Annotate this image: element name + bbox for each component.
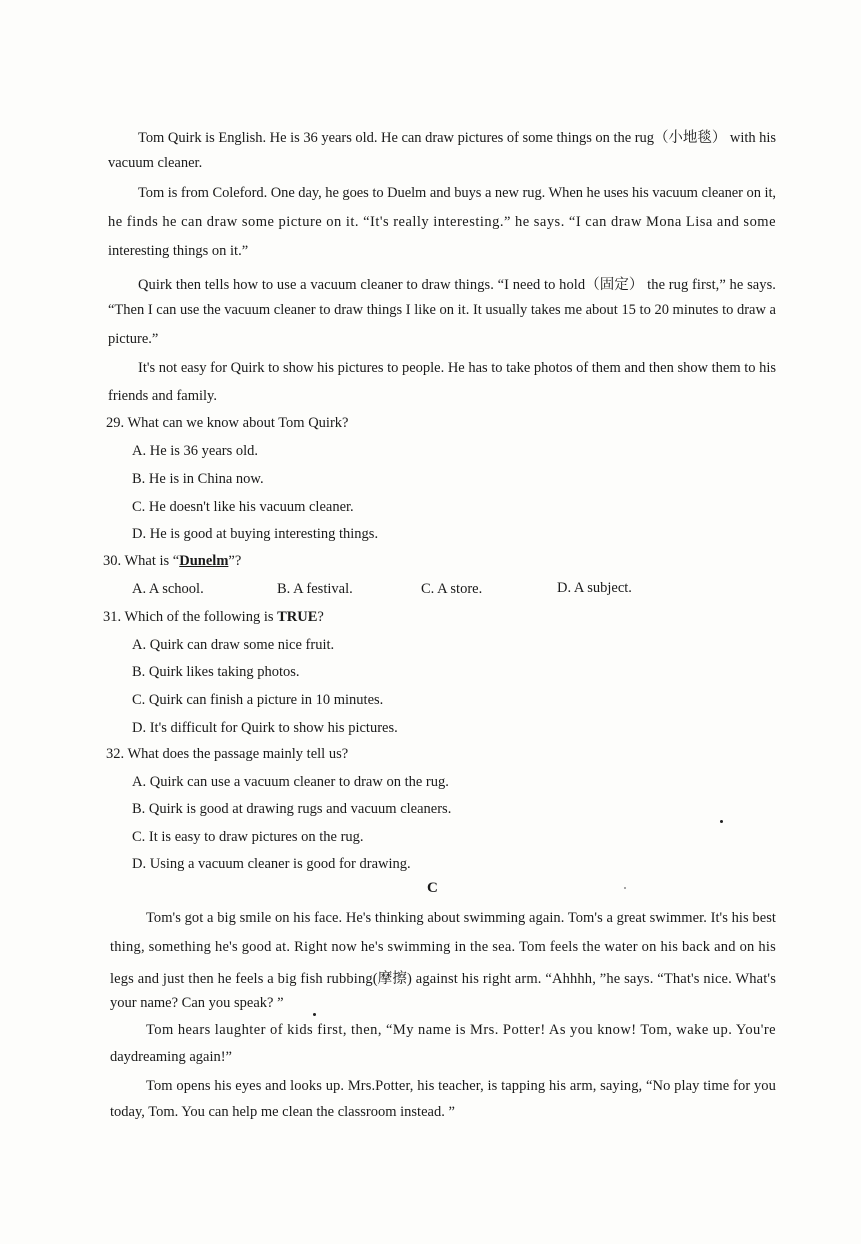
scan-speck: [720, 820, 723, 823]
question-31-option-d: D. It's difficult for Quirk to show his pictures.: [132, 720, 398, 736]
question-31-stem: [103, 609, 324, 626]
question-32-option-d: D. Using a vacuum cleaner is good for drawing.: [132, 856, 411, 872]
passage-line: Tom is from Coleford. One day, he goes to Duelm and buys a new rug. When he uses his vacuum cleaner on it,: [138, 185, 776, 201]
question-30-stem-post: ”?: [228, 553, 242, 569]
passage-c-line: legs and just then he feels a big fish rubbing(摩擦) against his right arm. “Ahhhh, ”he says. “That's nice. What's: [110, 971, 776, 987]
question-29-option-d: D. He is good at buying interesting things.: [132, 526, 379, 542]
question-30-stem: [103, 553, 241, 570]
passage-c-line: Tom's got a big smile on his face. He's thinking about swimming again. Tom's a great swimmer. It's his best: [146, 910, 776, 926]
question-32-option-b: B. Quirk is good at drawing rugs and vacuum cleaners.: [132, 801, 452, 817]
question-31-option-a: A. Quirk can draw some nice fruit.: [132, 637, 335, 653]
passage-c-line: your name? Can you speak? ”: [110, 995, 284, 1011]
passage-line: Quirk then tells how to use a vacuum cleaner to draw things. “I need to hold（固定） the rug first,” he says.: [138, 277, 776, 293]
question-30-option-b: B. A festival.: [277, 581, 353, 597]
passage-line: vacuum cleaner.: [108, 155, 203, 171]
question-30-stem-pre: 30. What is “: [103, 553, 180, 569]
passage-line: friends and family.: [108, 388, 217, 404]
passage-c-line: today, Tom. You can help me clean the classroom instead. ”: [110, 1104, 455, 1120]
question-30-option-d: D. A subject.: [557, 580, 632, 596]
passage-line: Tom Quirk is English. He is 36 years old. He can draw pictures of some things on the rug（小地毯） with his: [138, 130, 776, 146]
question-29-option-b: B. He is in China now.: [132, 471, 264, 487]
section-c-heading: C: [427, 880, 438, 896]
question-31-option-b: B. Quirk likes taking photos.: [132, 664, 300, 680]
passage-line: picture.”: [108, 331, 159, 347]
question-29-option-c: C. He doesn't like his vacuum cleaner.: [132, 499, 354, 515]
passage-c-line: Tom hears laughter of kids first, then, “My name is Mrs. Potter! As you know! Tom, wake up. You're: [146, 1022, 776, 1038]
scan-speck: [313, 1013, 316, 1016]
question-30-keyword: Dunelm: [179, 553, 229, 569]
question-32-option-a: A. Quirk can use a vacuum cleaner to draw on the rug.: [132, 774, 449, 790]
question-31-keyword: TRUE: [277, 609, 318, 625]
passage-c-line: daydreaming again!”: [110, 1049, 232, 1065]
passage-c-line: Tom opens his eyes and looks up. Mrs.Potter, his teacher, is tapping his arm, saying, “No play time for you: [146, 1078, 776, 1094]
passage-line: “Then I can use the vacuum cleaner to draw things I like on it. It usually takes me about 15 to 20 minutes to draw a: [108, 302, 776, 318]
passage-line: he finds he can draw some picture on it. “It's really interesting.” he says. “I can draw Mona Lisa and some: [108, 214, 776, 230]
question-31-option-c: C. Quirk can finish a picture in 10 minutes.: [132, 692, 384, 708]
question-29-option-a: A. He is 36 years old.: [132, 443, 259, 459]
question-31-stem-pre: 31. Which of the following is: [103, 609, 278, 625]
passage-line: interesting things on it.”: [108, 243, 249, 259]
question-29-stem: 29. What can we know about Tom Quirk?: [106, 415, 349, 431]
question-31-stem-post: ?: [317, 609, 324, 625]
question-30-option-c: C. A store.: [421, 581, 483, 597]
question-32-stem: 32. What does the passage mainly tell us?: [106, 746, 349, 762]
passage-line: It's not easy for Quirk to show his pictures to people. He has to take photos of them and then show them to his: [138, 360, 776, 376]
question-30-option-a: A. A school.: [132, 581, 204, 597]
question-32-option-c: C. It is easy to draw pictures on the rug.: [132, 829, 364, 845]
passage-c-line: thing, something he's good at. Right now he's swimming in the sea. Tom feels the water on his back and on his: [110, 939, 776, 955]
scan-speck: [624, 887, 626, 889]
